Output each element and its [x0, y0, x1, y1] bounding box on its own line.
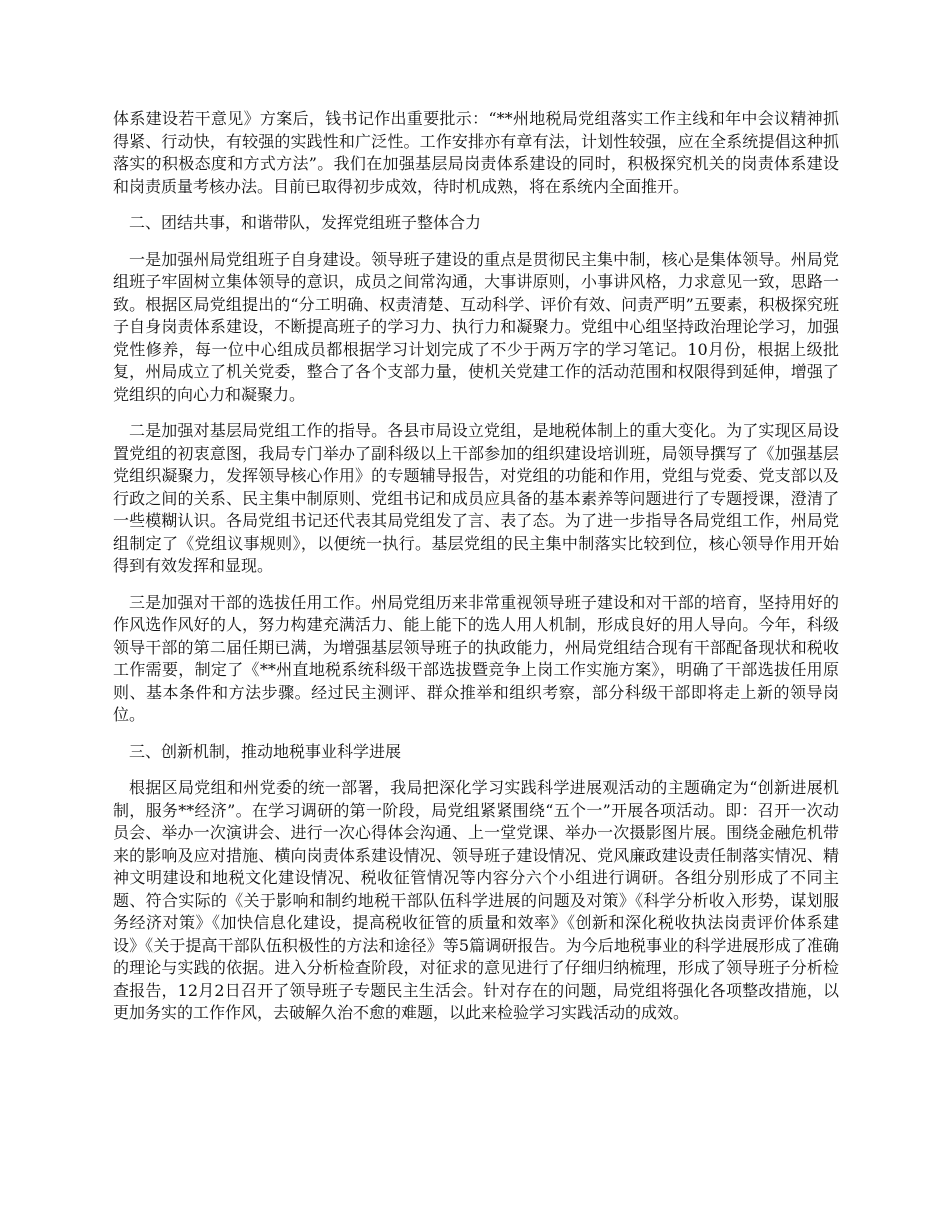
paragraph-grassroots-guidance: 二是加强对基层局党组工作的指导。各县市局设立党组，是地税体制上的重大变化。为了实现区局设置党组的初衷意图，我局专门举办了副科级以上干部参加的组织建设培训班，局领导撰写了《加强基层党组织凝聚力，发挥领导核心作用》的专题辅导报告，对党组的功能和作用，党组与党委、党支部以及行政之间的关系、民主集中制原则、党组书记和成员应具备的基本素养等问题进行了专题授课，澄清了一些模糊认识。各局党组书记还代表其局党组发了言、表了态。为了进一步指导各局党组工作，州局党组制定了《党组议事规则》，以便统一执行。基层党组的民主集中制落实比较到位，核心领导作用开始得到有效发挥和显现。 [113, 421, 839, 575]
document-page [113, 108, 839, 1039]
paragraph-intro-continuation: 体系建设若干意见》方案后，钱书记作出重要批示：“**州地税局党组落实工作主线和年中会议精神抓得紧、行动快，有较强的实践性和广泛性。工作安排亦有章有法，计划性较强，应在全系统提倡这种抓落实的积极态度和方式方法”。我们在加强基层局岗责体系建设的同时，积极探究机关的岗责体系建设和岗责质量考核办法。目前已取得初步成效，待时机成熟，将在系统内全面推开。 [113, 109, 839, 196]
paragraph-innovation-mechanism: 根据区局党组和州党委的统一部署，我局把深化学习实践科学进展观活动的主题确定为“创新进展机制，服务**经济”。在学习调研的第一阶段，局党组紧紧围绕“五个一”开展各项活动。即：召开一次动员会、举办一次演讲会、进行一次心得体会沟通、上一堂党课、举办一次摄影图片展。围绕金融危机带来的影响及应对措施、横向岗责体系建设情况、领导班子建设情况、党风廉政建设责任制落实情况、精神文明建设和地税文化建设情况、税收征管情况等内容分六个小组进行调研。各组分别形成了不同主题、符合实际的《关于影响和制约地税干部队伍科学进展的问题及对策》《科学分析收入形势，谋划服务经济对策》《加快信息化建设，提高税收征管的质量和效率》《创新和深化税收执法岗责评价体系建设》《关于提高干部队伍积极性的方法和途径》等5篇调研报告。为今后地税事业的科学进展形成了准确的理论与实践的依据。进入分析检查阶段，对征求的意见进行了仔细归纳梳理，形成了领导班子分析检查报告，12月2日召开了领导班子专题民主生活会。针对存在的问题，局党组将强化各项整改措施，以更加务实的工作作风，去破解久治不愈的难题，以此来检验学习实践活动的成效。 [113, 778, 839, 1022]
paragraph-party-group-self-building: 一是加强州局党组班子自身建设。领导班子建设的重点是贯彻民主集中制，核心是集体领导。州局党组班子牢固树立集体领导的意识，成员之间常沟通，大事讲原则，小事讲风格，力求意见一致，思路一致。根据区局党组提出的“分工明确、权责清楚、互动科学、评价有效、问责严明”五要素，积极探究班子自身岗责体系建设，不断提高班子的学习力、执行力和凝聚力。党组中心组坚持政治理论学习，加强党性修养，每一位中心组成员都根据学习计划完成了不少于两万字的学习笔记。10月份，根据上级批复，州局成立了机关党委，整合了各个支部力量，使机关党建工作的活动范围和权限得到延伸，增强了党组织的向心力和凝聚力。 [113, 249, 839, 404]
section-heading-3: 三、创新机制，推动地税事业科学进展 [129, 741, 402, 761]
section-heading-2: 二、团结共事，和谐带队，发挥党组班子整体合力 [129, 213, 482, 232]
paragraph-cadre-selection: 三是加强对干部的选拔任用工作。州局党组历来非常重视领导班子建设和对干部的培育，坚持用好的作风选作风好的人，努力构建充满活力、能上能下的选人用人机制，形成良好的用人导向。今年，科级领导干部的第二届任期已满，为增强基层领导班子的执政能力，州局党组结合现有干部配备现状和税收工作需要，制定了《**州直地税系统科级干部选拔暨竞争上岗工作实施方案》，明确了干部选拔任用原则、基本条件和方法步骤。经过民主测评、群众推举和组织考察，部分科级干部即将走上新的领导岗位。 [113, 592, 839, 724]
